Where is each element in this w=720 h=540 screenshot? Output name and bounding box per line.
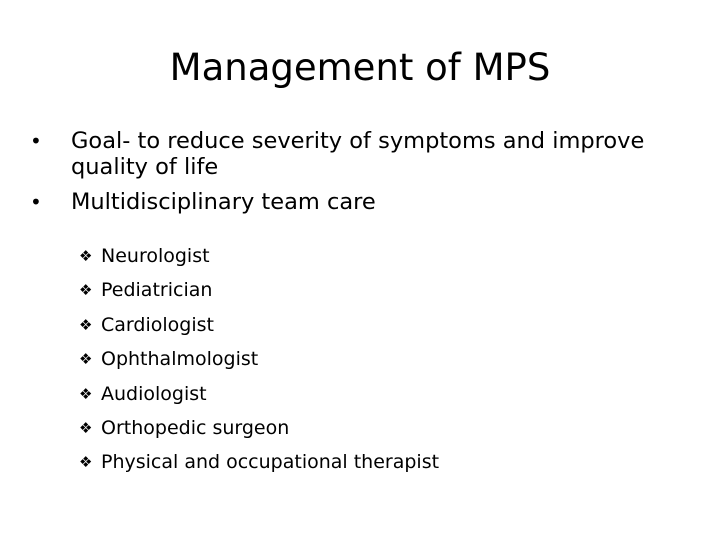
sub-item-neurologist	[79, 239, 439, 273]
sub-item-label: Neurologist	[101, 245, 210, 267]
sub-item-physical-occupational-therapist	[79, 445, 439, 479]
diamond-bullet-icon: ❖	[79, 315, 93, 334]
diamond-bullet-icon: ❖	[79, 384, 93, 403]
bullet-icon: •	[30, 129, 42, 153]
sub-item-label: Pediatrician	[101, 279, 213, 302]
sub-item-ophthalmologist	[79, 342, 439, 376]
bullet-item	[30, 189, 690, 215]
diamond-bullet-icon: ❖	[79, 350, 93, 369]
sub-item-label: Cardiologist	[101, 313, 214, 336]
sub-item-label: Ophthalmologist	[101, 348, 259, 371]
sub-item-label: Orthopedic surgeon	[101, 417, 290, 440]
diamond-bullet-icon: ❖	[79, 247, 93, 265]
bullet-list	[30, 128, 690, 224]
bullet-item	[30, 128, 690, 180]
sub-item-pediatrician	[79, 273, 439, 307]
sub-item-audiologist	[79, 377, 439, 411]
sub-item-label: Physical and occupational therapist	[101, 451, 440, 474]
sub-item-cardiologist	[79, 308, 439, 342]
sub-item-orthopedic-surgeon	[79, 411, 439, 445]
bullet-text: Multidisciplinary team care	[71, 189, 376, 215]
slide-title: Management of MPS	[169, 46, 551, 89]
bullet-text: Goal- to reduce severity of symptoms and improve quality of life	[71, 128, 645, 180]
diamond-bullet-icon: ❖	[79, 281, 93, 300]
bullet-icon: •	[30, 190, 42, 214]
sub-bullet-list	[79, 239, 439, 480]
diamond-bullet-icon: ❖	[79, 419, 93, 438]
diamond-bullet-icon: ❖	[79, 453, 93, 472]
sub-item-label: Audiologist	[101, 382, 207, 405]
